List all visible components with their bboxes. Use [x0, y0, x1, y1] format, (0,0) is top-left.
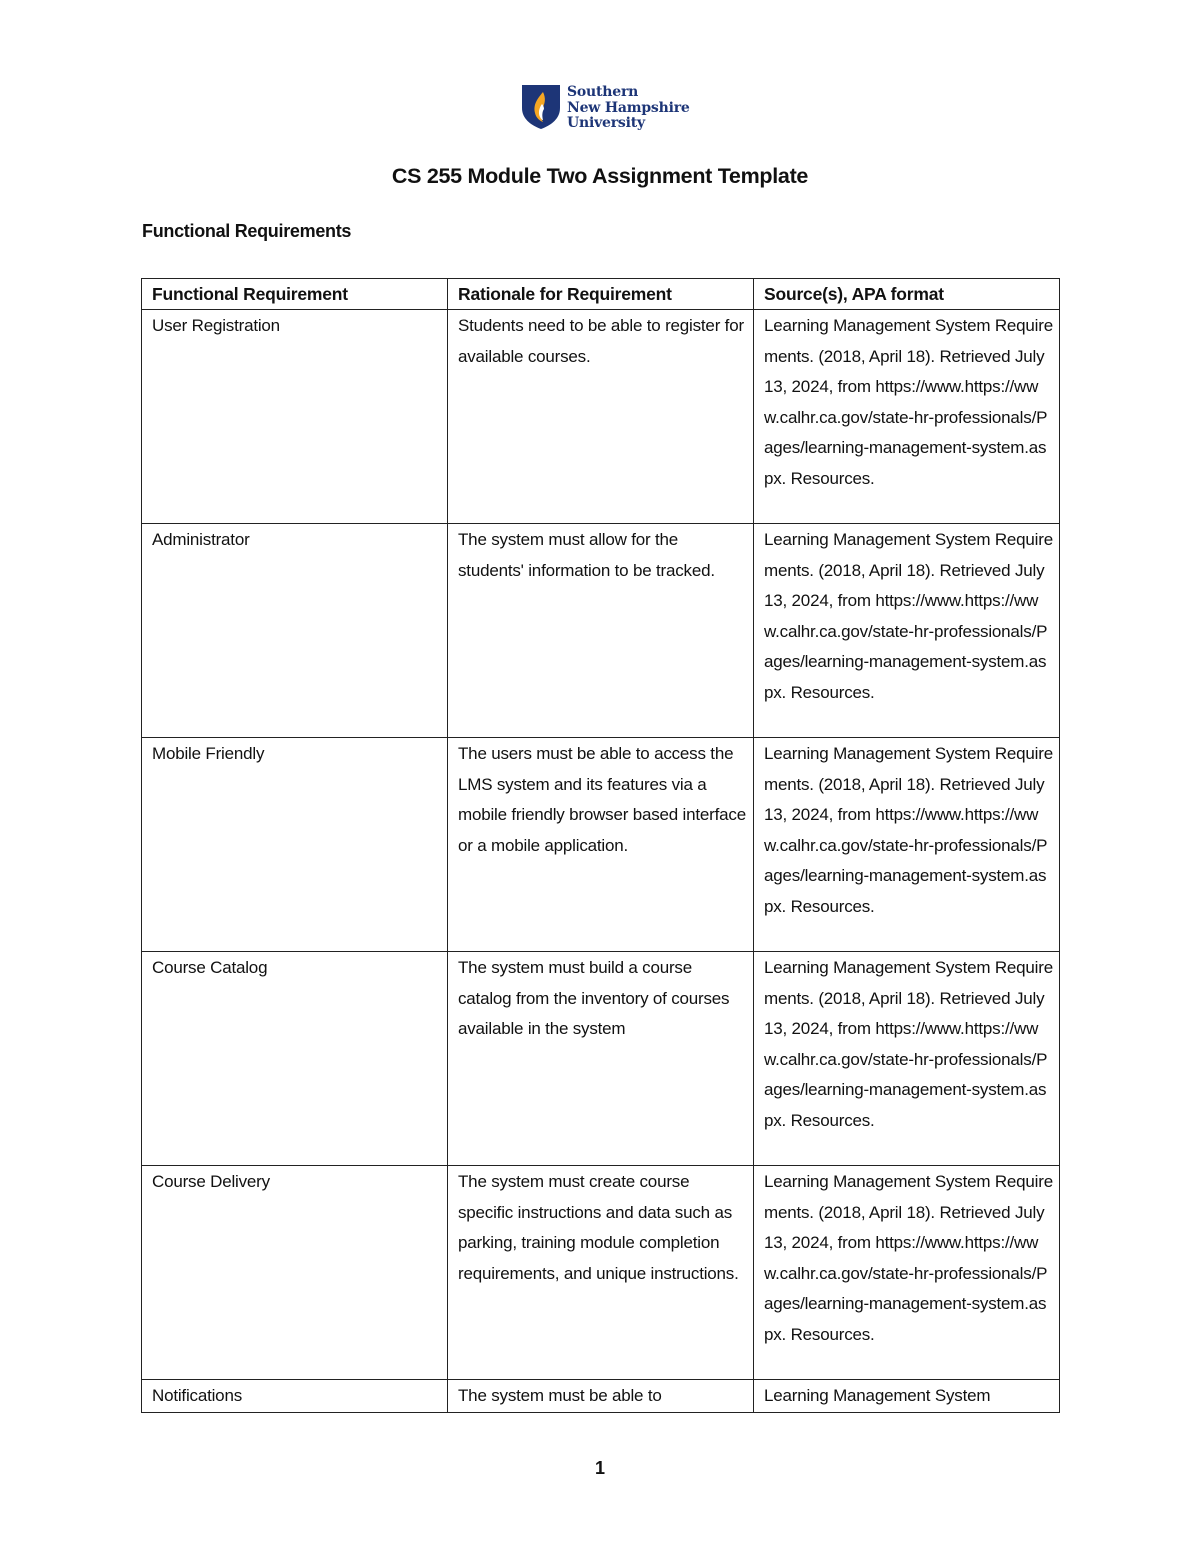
- table-row: [142, 310, 1060, 524]
- logo-line-2: New Hampshire: [567, 99, 690, 116]
- flame-shield-icon: [521, 84, 561, 130]
- table-header-row: [142, 279, 1060, 310]
- section-heading: Functional Requirements: [142, 221, 352, 241]
- source-cell: Learning Management System Requirements. (2018, April 18). Retrieved July 13, 2024, from https://www.https://www.calhr.ca.gov/state-hr-professionals/Pages/learning-management-system.aspx. Resources.: [754, 952, 1060, 1166]
- source-cell: Learning Management System: [754, 1380, 1060, 1413]
- logo-wordmark: [567, 85, 690, 132]
- rationale-cell: The system must create course specific instructions and data such as parking, training module completion requirements, and unique instructions.: [448, 1166, 754, 1380]
- source-cell: Learning Management System Requirements. (2018, April 18). Retrieved July 13, 2024, from https://www.https://www.calhr.ca.gov/state-hr-professionals/Pages/learning-management-system.aspx. Resources.: [754, 524, 1060, 738]
- document-title: CS 255 Module Two Assignment Template: [391, 164, 809, 188]
- requirement-cell: Mobile Friendly: [142, 738, 448, 952]
- rationale-cell: Students need to be able to register for available courses.: [448, 310, 754, 524]
- source-cell: Learning Management System Requirements. (2018, April 18). Retrieved July 13, 2024, from https://www.https://www.calhr.ca.gov/state-hr-professionals/Pages/learning-management-system.aspx. Resources.: [754, 310, 1060, 524]
- requirement-cell: Course Catalog: [142, 952, 448, 1166]
- table-row: [142, 738, 1060, 952]
- functional-requirements-table: [141, 278, 1060, 1413]
- requirement-cell: Administrator: [142, 524, 448, 738]
- logo-line-3: University: [567, 115, 645, 131]
- column-header-rationale: Rationale for Requirement: [448, 279, 754, 310]
- rationale-cell: The system must be able to: [448, 1380, 754, 1413]
- requirement-cell: User Registration: [142, 310, 448, 524]
- source-cell: Learning Management System Requirements. (2018, April 18). Retrieved July 13, 2024, from https://www.https://www.calhr.ca.gov/state-hr-professionals/Pages/learning-management-system.aspx. Resources.: [754, 1166, 1060, 1380]
- table-row: [142, 1166, 1060, 1380]
- university-logo: [521, 84, 690, 132]
- column-header-source: Source(s), APA format: [754, 279, 1060, 310]
- column-header-requirement: Functional Requirement: [142, 279, 448, 310]
- requirement-cell: Course Delivery: [142, 1166, 448, 1380]
- logo-line-1: Southern: [567, 84, 639, 100]
- table-row: [142, 524, 1060, 738]
- table-row: [142, 1380, 1060, 1413]
- source-cell: Learning Management System Requirements. (2018, April 18). Retrieved July 13, 2024, from https://www.https://www.calhr.ca.gov/state-hr-professionals/Pages/learning-management-system.aspx. Resources.: [754, 738, 1060, 952]
- rationale-cell: The system must build a course catalog from the inventory of courses available in the system: [448, 952, 754, 1166]
- rationale-cell: The users must be able to access the LMS system and its features via a mobile friendly browser based interface or a mobile application.: [448, 738, 754, 952]
- rationale-cell: The system must allow for the students' information to be tracked.: [448, 524, 754, 738]
- requirement-cell: Notifications: [142, 1380, 448, 1413]
- page-number: 1: [594, 1458, 605, 1478]
- table-row: [142, 952, 1060, 1166]
